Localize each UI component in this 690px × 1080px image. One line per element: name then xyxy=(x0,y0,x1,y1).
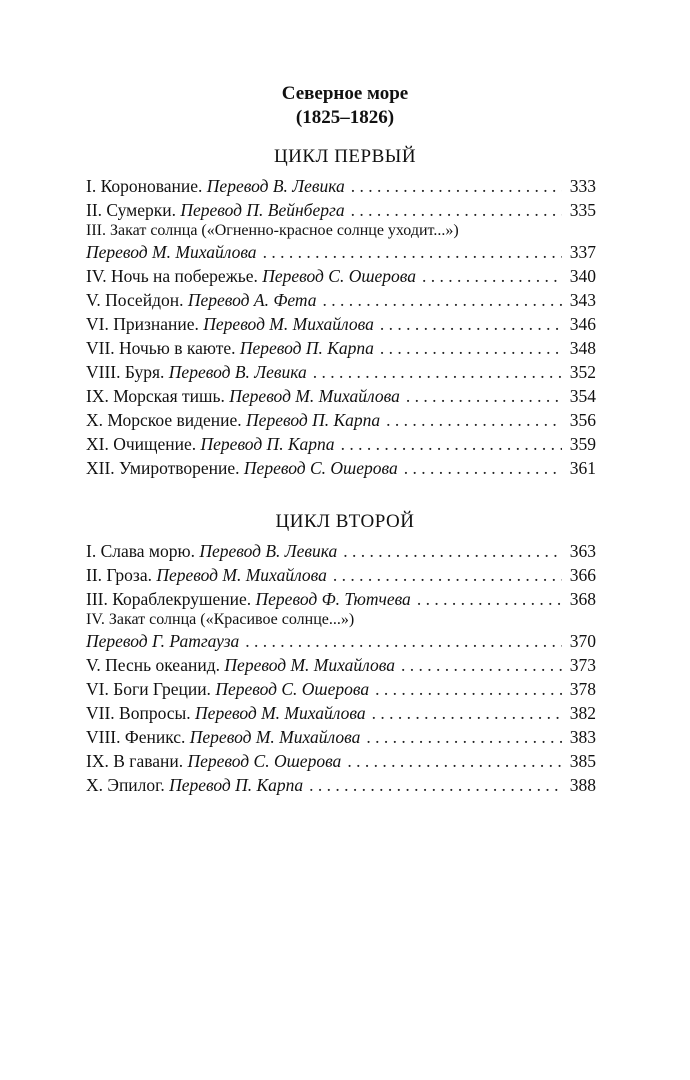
toc-entry-title xyxy=(86,701,366,725)
toc-entry-title xyxy=(86,539,337,563)
toc-entry xyxy=(86,432,596,456)
toc-entry-title xyxy=(86,360,307,384)
toc-entry xyxy=(86,408,596,432)
dot-leader xyxy=(333,563,562,587)
toc-entry xyxy=(86,198,596,222)
dot-leader xyxy=(309,773,562,797)
toc-entry-poem: X. Морское видение. xyxy=(86,410,247,430)
toc-entry-title xyxy=(86,456,398,480)
toc-entry-page-number: 343 xyxy=(569,290,596,310)
toc-entry-translator: Перевод П. Вейнберга xyxy=(180,200,345,220)
toc-entry xyxy=(86,773,596,797)
toc-entry-page-number: 335 xyxy=(569,200,596,220)
toc-entry xyxy=(86,653,596,677)
toc-entry-title xyxy=(86,629,239,653)
toc-entry-title xyxy=(86,773,303,797)
dot-leader xyxy=(323,288,562,312)
dot-leader xyxy=(366,725,562,749)
toc-entry-poem: IX. Морская тишь. xyxy=(86,386,230,406)
toc-entry-poem: I. Коронование. xyxy=(86,176,207,196)
dot-leader xyxy=(351,198,562,222)
toc-entry-page-number: 388 xyxy=(569,775,596,795)
toc-entry-title xyxy=(86,312,374,336)
toc-entry xyxy=(86,312,596,336)
toc-entry-translator: Перевод М. Михайлова xyxy=(195,703,366,723)
toc-entry-translator: Перевод В. Левика xyxy=(168,362,307,382)
toc-entry-page-number: 368 xyxy=(569,589,596,609)
toc-entry-translator: Перевод М. Михайлова xyxy=(203,314,374,334)
cycle2-toc xyxy=(86,539,596,797)
toc-entry-page-number: 348 xyxy=(569,338,596,358)
toc-entry-poem: II. Сумерки. xyxy=(86,200,181,220)
toc-entry xyxy=(86,384,596,408)
toc-entry-poem: VIII. Феникс. xyxy=(86,727,190,747)
toc-entry-page-number: 383 xyxy=(569,727,596,747)
toc-entry-translator: Перевод М. Михайлова xyxy=(156,565,327,585)
toc-entry-poem: VII. Вопросы. xyxy=(86,703,196,723)
cycle1-title: ЦИКЛ ПЕРВЫЙ xyxy=(273,146,417,167)
section-title: Северное море xyxy=(281,83,409,104)
toc-entry-poem: IV. Ночь на побережье. xyxy=(86,266,263,286)
toc-entry-page-number: 382 xyxy=(569,703,596,723)
dot-leader xyxy=(313,360,562,384)
toc-entry xyxy=(86,563,596,587)
toc-entry-poem: I. Слава морю. xyxy=(86,541,200,561)
dot-leader xyxy=(245,629,562,653)
toc-entry xyxy=(86,749,596,773)
toc-entry-page-number: 333 xyxy=(569,176,596,196)
dot-leader xyxy=(347,749,562,773)
toc-entry-translator: Перевод П. Карпа xyxy=(169,775,304,795)
toc-entry xyxy=(86,725,596,749)
toc-entry xyxy=(86,677,596,701)
dot-leader xyxy=(422,264,562,288)
toc-entry-title xyxy=(86,749,341,773)
toc-entry xyxy=(86,360,596,384)
toc-entry-title xyxy=(86,587,411,611)
toc-entry-page-number: 356 xyxy=(569,410,596,430)
toc-entry-page-number: 378 xyxy=(569,679,596,699)
toc-entry-title xyxy=(86,563,327,587)
dot-leader xyxy=(417,587,562,611)
dot-leader xyxy=(406,384,562,408)
toc-entry xyxy=(86,240,596,264)
toc-entry-translator: Перевод С. Ошерова xyxy=(262,266,417,286)
toc-entry-page-number: 354 xyxy=(569,386,596,406)
toc-entry-title xyxy=(86,174,345,198)
toc-entry-page-number: 352 xyxy=(569,362,596,382)
toc-entry-page-number: 363 xyxy=(569,541,596,561)
toc-entry-translator: Перевод М. Михайлова xyxy=(189,727,361,747)
toc-entry-poem: X. Эпилог. xyxy=(86,775,170,795)
toc-entry-translator: Перевод А. Фета xyxy=(187,290,317,310)
dot-leader xyxy=(372,701,562,725)
toc-entry xyxy=(86,539,596,563)
toc-entry-poem: III. Кораблекрушение. xyxy=(86,589,256,609)
toc-entry-translator: Перевод В. Левика xyxy=(206,176,345,196)
toc-entry-poem: VII. Ночью в каюте. xyxy=(86,338,240,358)
toc-entry-translator: Перевод М. Михайлова xyxy=(86,242,257,262)
dot-leader xyxy=(404,456,562,480)
toc-entry-translator: Перевод П. Карпа xyxy=(239,338,374,358)
cycle2-title: ЦИКЛ ВТОРОЙ xyxy=(275,511,415,532)
toc-entry-poem: XII. Умиротворение. xyxy=(86,458,244,478)
toc-entry xyxy=(86,587,596,611)
toc-entry-title-line: III. Закат солнца («Огненно-красное солнце уходит...») xyxy=(86,222,459,239)
toc-entry-title xyxy=(86,677,369,701)
toc-entry-translator: Перевод Ф. Тютчева xyxy=(255,589,411,609)
toc-entry-translator: Перевод П. Карпа xyxy=(246,410,381,430)
toc-entry-title xyxy=(86,432,335,456)
dot-leader xyxy=(380,312,562,336)
toc-entry-translator: Перевод В. Левика xyxy=(199,541,338,561)
toc-entry-title xyxy=(86,288,317,312)
dot-leader xyxy=(386,408,562,432)
toc-entry-title xyxy=(86,653,395,677)
toc-entry-translator: Перевод П. Карпа xyxy=(200,434,335,454)
toc-entry-title xyxy=(86,408,380,432)
toc-entry-poem: VIII. Буря. xyxy=(86,362,169,382)
toc-entry-page-number: 366 xyxy=(569,565,596,585)
dot-leader xyxy=(375,677,562,701)
dot-leader xyxy=(341,432,562,456)
toc-entry xyxy=(86,701,596,725)
toc-entry-page-number: 340 xyxy=(569,266,596,286)
toc-entry-title xyxy=(86,240,257,264)
toc-entry-translator: Перевод Г. Ратгауза xyxy=(86,631,240,651)
toc-entry xyxy=(86,456,596,480)
dot-leader xyxy=(380,336,562,360)
toc-entry-translator: Перевод М. Михайлова xyxy=(229,386,400,406)
toc-entry-poem: II. Гроза. xyxy=(86,565,157,585)
toc-entry-poem: XI. Очищение. xyxy=(86,434,201,454)
toc-entry-translator: Перевод М. Михайлова xyxy=(224,655,395,675)
cycle1-toc xyxy=(86,174,596,480)
toc-entry xyxy=(86,629,596,653)
toc-entry-poem: IX. В гавани. xyxy=(86,751,188,771)
dot-leader xyxy=(401,653,562,677)
toc-entry xyxy=(86,174,596,198)
toc-entry-page-number: 359 xyxy=(569,434,596,454)
toc-entry-poem: VI. Боги Греции. xyxy=(86,679,216,699)
toc-entry-title xyxy=(86,264,416,288)
toc-entry-title xyxy=(86,198,345,222)
toc-entry-page-number: 370 xyxy=(569,631,596,651)
toc-entry xyxy=(86,336,596,360)
toc-entry-page-number: 337 xyxy=(569,242,596,262)
toc-entry-translator: Перевод С. Ошерова xyxy=(187,751,342,771)
toc-entry-page-number: 361 xyxy=(569,458,596,478)
toc-entry xyxy=(86,264,596,288)
toc-entry-poem: V. Посейдон. xyxy=(86,290,188,310)
dot-leader xyxy=(263,240,562,264)
section-years: (1825–1826) xyxy=(295,107,395,128)
toc-entry-page-number: 373 xyxy=(569,655,596,675)
toc-entry-translator: Перевод С. Ошерова xyxy=(215,679,370,699)
toc-entry-poem: VI. Признание. xyxy=(86,314,204,334)
toc-entry-title xyxy=(86,336,374,360)
dot-leader xyxy=(343,539,562,563)
toc-entry-translator: Перевод С. Ошерова xyxy=(243,458,398,478)
toc-entry-poem: V. Песнь океанид. xyxy=(86,655,225,675)
toc-entry-title-line: IV. Закат солнца («Красивое солнце...») xyxy=(86,611,355,628)
toc-entry-title xyxy=(86,725,360,749)
toc-entry xyxy=(86,288,596,312)
dot-leader xyxy=(351,174,562,198)
toc-entry-page-number: 346 xyxy=(569,314,596,334)
toc-entry-title xyxy=(86,384,400,408)
toc-entry-page-number: 385 xyxy=(569,751,596,771)
